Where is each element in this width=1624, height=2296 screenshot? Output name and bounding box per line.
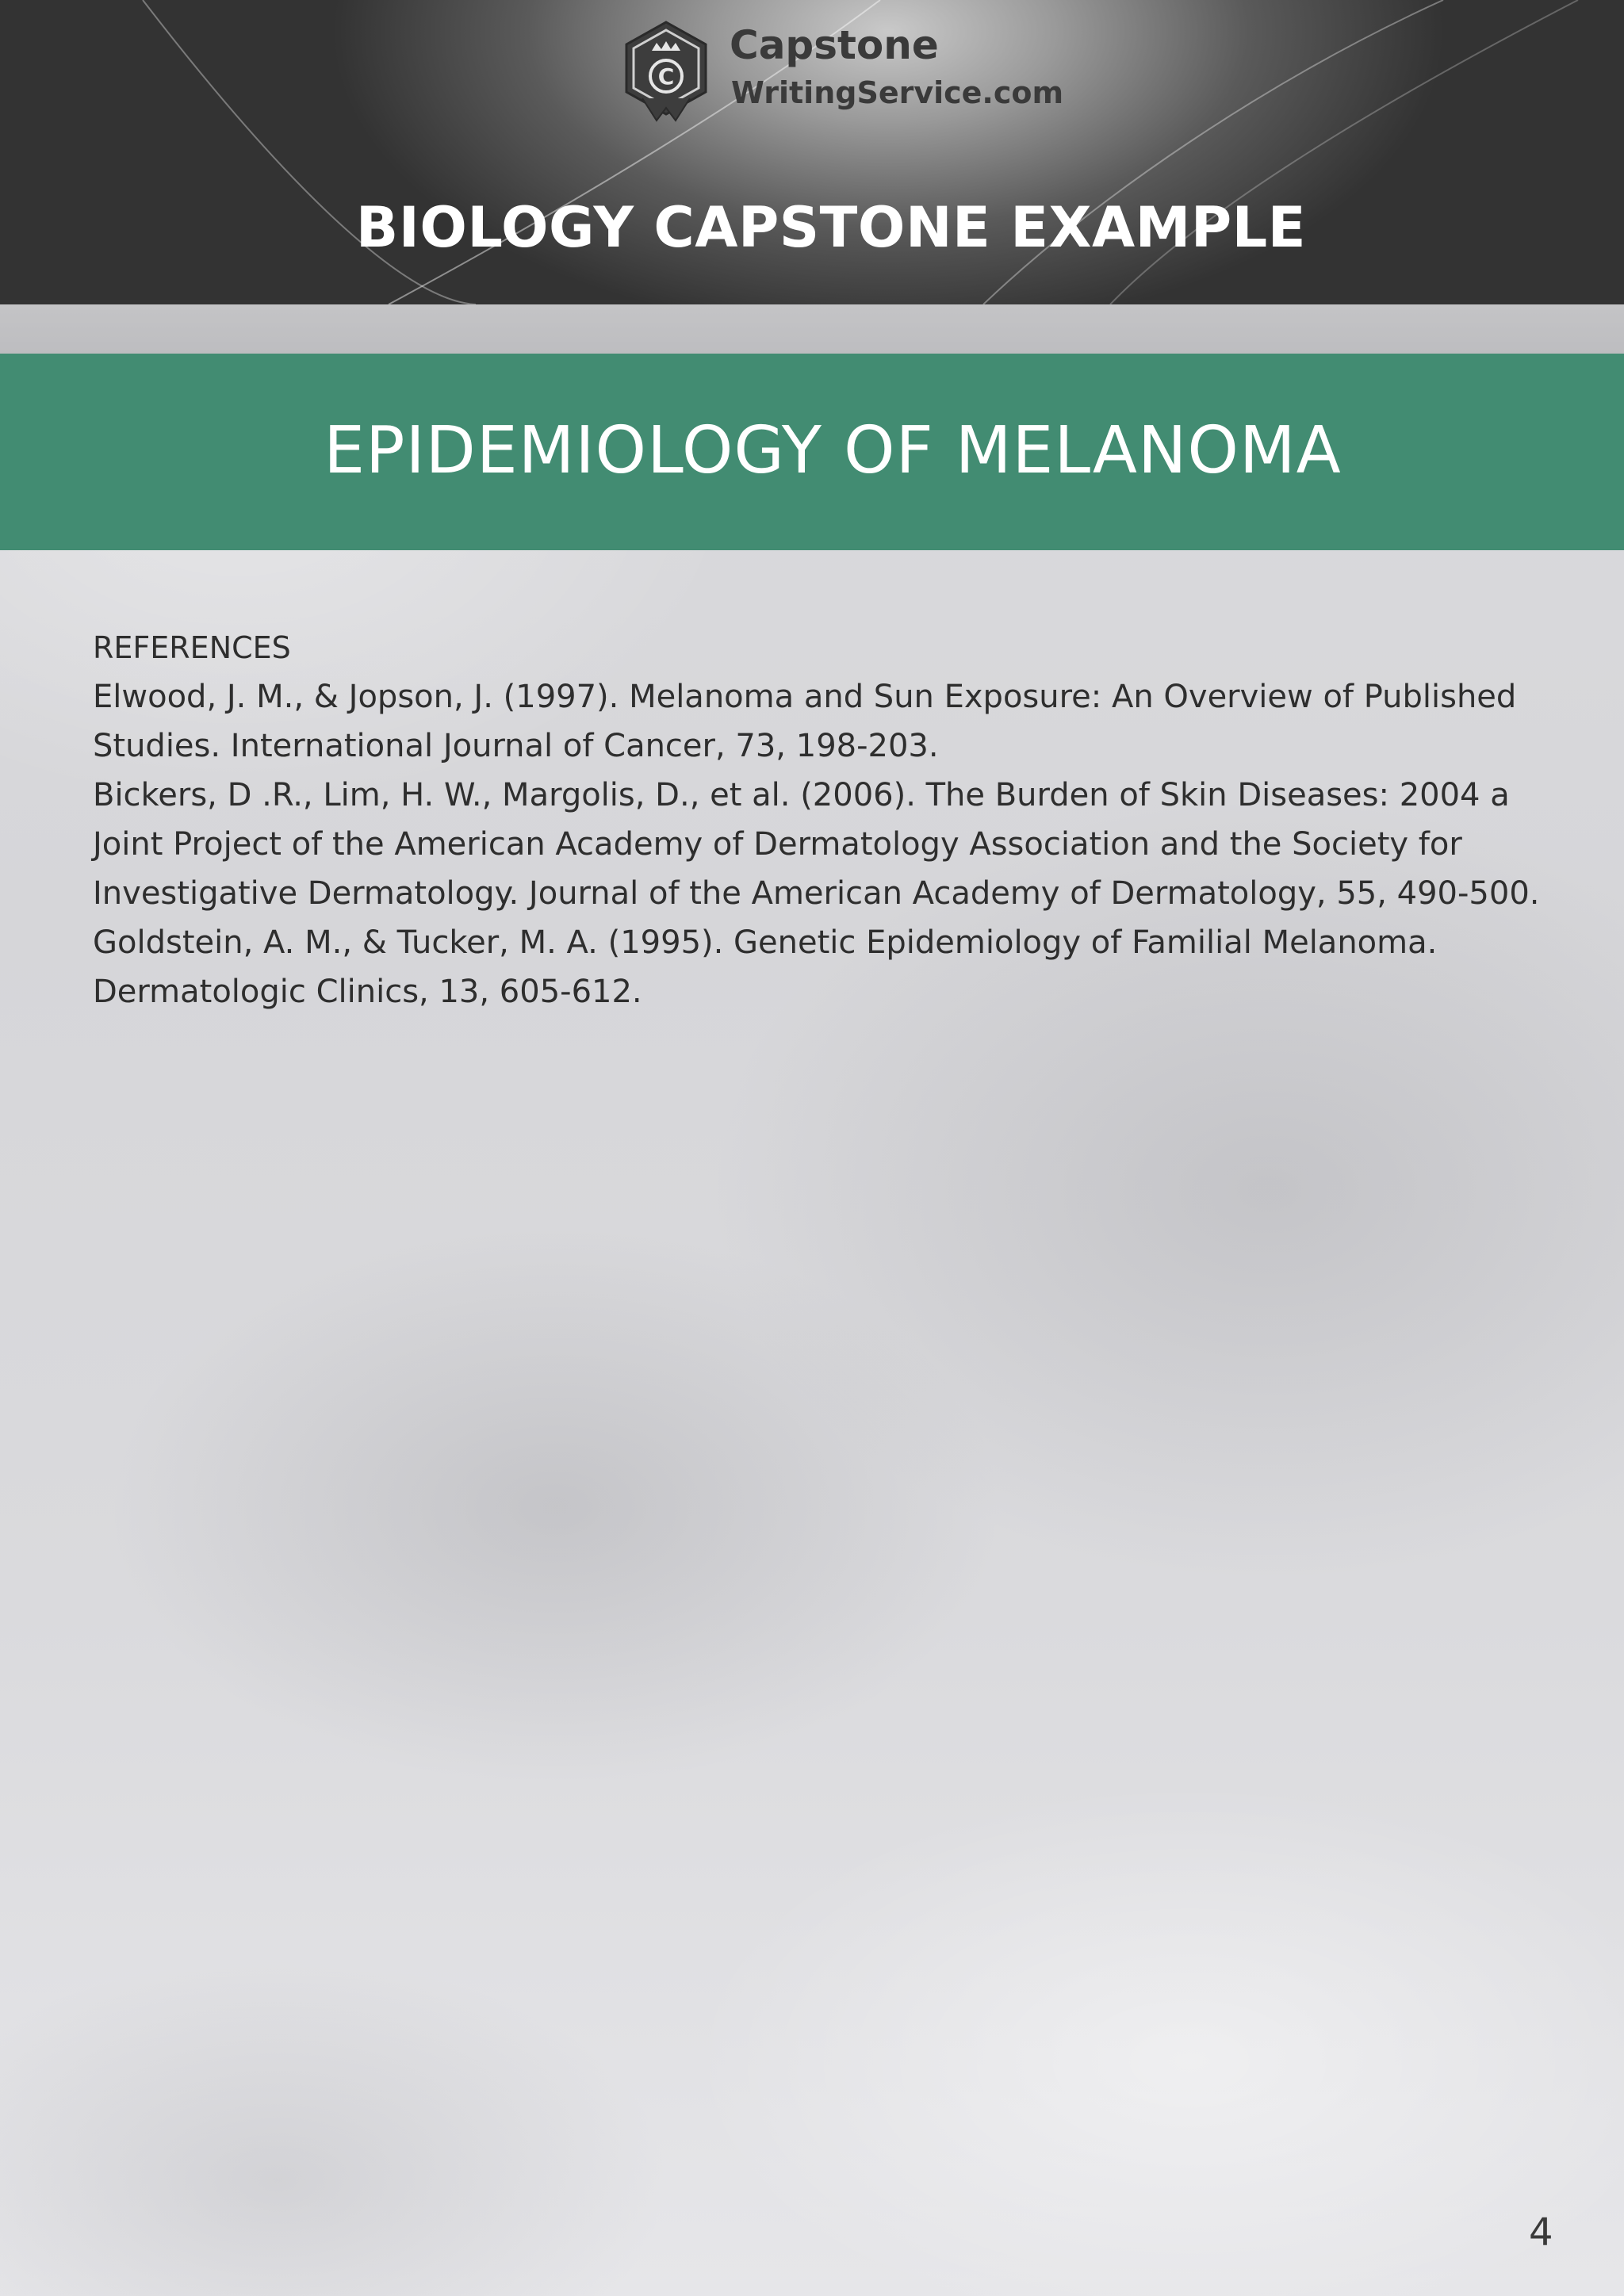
reference-entry: Bickers, D .R., Lim, H. W., Margolis, D., et al. (2006). The Burden of Skin Diseases: 2004 a Joint Project of the American Academy of Dermatology Association and the Society for Investigative Dermatology. Journal of the American Academy of Dermatology, 55, 490-500. [93, 777, 1540, 912]
brand-name: Capstone [730, 22, 939, 68]
document-category-title: BIOLOGY CAPSTONE EXAMPLE [355, 195, 1307, 260]
svg-text:C: C [657, 63, 675, 90]
brand-domain: WritingService.com [731, 75, 1064, 110]
crowned-c-shield-icon [619, 19, 714, 124]
reference-entry: Goldstein, A. M., & Tucker, M. A. (1995). Genetic Epidemiology of Familial Melanoma. Dermatologic Clinics, 13, 605-612. [93, 924, 1438, 1010]
references-heading: REFERENCES [93, 630, 291, 665]
reference-entry: Elwood, J. M., & Jopson, J. (1997). Melanoma and Sun Exposure: An Overview of Published Studies. International Journal of Cancer, 73, 198-203. [93, 679, 1517, 764]
title-banner [0, 354, 1624, 550]
page-title: EPIDEMIOLOGY OF MELANOMA [324, 413, 1342, 488]
page-header [0, 0, 1624, 304]
page-number: 4 [1529, 2210, 1553, 2255]
header-divider-strip [0, 304, 1624, 354]
references-section [93, 623, 1568, 1016]
